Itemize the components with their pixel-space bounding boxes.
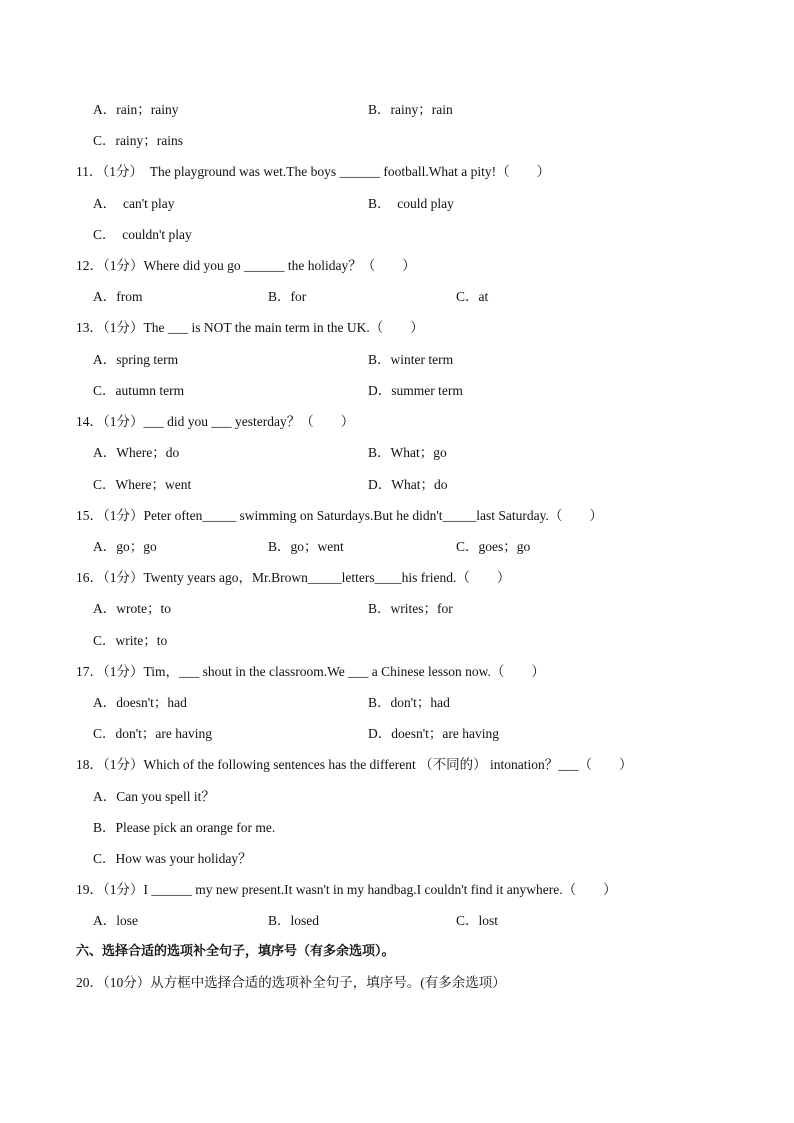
q14-stem: 14．（1分）___ did you ___ yesterday？（ ）: [76, 414, 355, 429]
q12-stem: 12．（1分）Where did you go ______ the holiday？（ ）: [76, 258, 416, 273]
q15-option-a: A．go；go: [93, 539, 157, 554]
q16-option-c: C．write；to: [93, 633, 168, 648]
q19-option-a: A．lose: [93, 913, 138, 928]
section-6-heading: 六、选择合适的选项补全句子，填序号（有多余选项）。: [76, 944, 395, 959]
q18-option-a: A．Can you spell it？: [93, 789, 215, 804]
q14-option-d: D．What；do: [368, 477, 448, 492]
q11-option-c: C． couldn't play: [93, 227, 192, 242]
q12-option-a: A．from: [93, 289, 143, 304]
q13-option-b: B．winter term: [368, 352, 454, 367]
q14-option-c: C．Where；went: [93, 477, 192, 492]
q20-stem: 20．（10分）从方框中选择合适的选项补全句子，填序号。(有多余选项）: [76, 975, 506, 990]
q12-option-c: C．at: [456, 289, 489, 304]
q11-stem: 11．（1分） The playground was wet.The boys ______ football.What a pity!（ ）: [76, 164, 551, 179]
q17-option-c: C．don't；are having: [93, 726, 213, 741]
q12-option-b: B．for: [268, 289, 307, 304]
q18-option-b: B．Please pick an orange for me.: [93, 820, 276, 835]
q18-option-c: C．How was your holiday？: [93, 851, 252, 866]
q19-option-b: B．losed: [268, 913, 320, 928]
q15-option-c: C．goes；go: [456, 539, 531, 554]
q13-stem: 13．（1分）The ___ is NOT the main term in the UK.（ ）: [76, 320, 424, 335]
q16-option-b: B．writes；for: [368, 601, 453, 616]
q15-option-b: B．go；went: [268, 539, 344, 554]
q13-option-d: D．summer term: [368, 383, 463, 398]
q10-option-c: C．rainy；rains: [93, 133, 183, 148]
q13-option-c: C．autumn term: [93, 383, 185, 398]
q10-option-a: A．rain；rainy: [93, 102, 179, 117]
q14-option-b: B．What；go: [368, 445, 447, 460]
q17-option-a: A．doesn't；had: [93, 695, 187, 710]
q18-stem: 18．（1分）Which of the following sentences has the different （不同的） intonation？___（ ）: [76, 757, 633, 772]
q13-option-a: A．spring term: [93, 352, 179, 367]
q19-option-c: C．lost: [456, 913, 499, 928]
q17-stem: 17．（1分）Tim，___ shout in the classroom.We ___ a Chinese lesson now.（ ）: [76, 664, 545, 679]
q11-option-b: B． could play: [368, 196, 454, 211]
q11-option-a: A． can't play: [93, 196, 175, 211]
q10-option-b: B．rainy；rain: [368, 102, 453, 117]
q16-option-a: A．wrote；to: [93, 601, 171, 616]
q17-option-d: D．doesn't；are having: [368, 726, 500, 741]
q17-option-b: B．don't；had: [368, 695, 450, 710]
q14-option-a: A．Where；do: [93, 445, 180, 460]
q15-stem: 15．（1分）Peter often_____ swimming on Saturdays.But he didn't_____last Saturday.（ ）: [76, 508, 603, 523]
q19-stem: 19．（1分）I ______ my new present.It wasn't in my handbag.I couldn't find it anywhere.（ ）: [76, 882, 617, 897]
q16-stem: 16．（1分）Twenty years ago，Mr.Brown_____letters____his friend.（ ）: [76, 570, 511, 585]
